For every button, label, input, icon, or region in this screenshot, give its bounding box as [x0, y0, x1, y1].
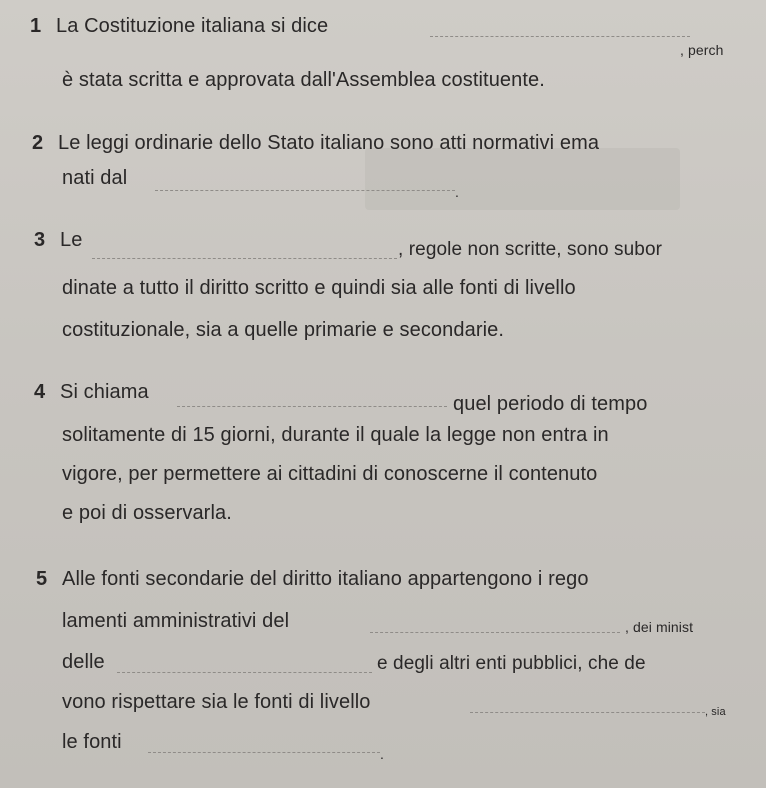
item-5-line-4: vono rispettare sia le fonti di livello [62, 691, 371, 713]
item-5-end: . [380, 746, 384, 762]
item-5-line-3: delle [62, 651, 105, 673]
answer-blank[interactable] [370, 632, 620, 634]
item-3-tail: , regole non scritte, sono subor [398, 239, 663, 260]
item-4-line-2: solitamente di 15 giorni, durante il quale la legge non entra in [62, 424, 609, 446]
item-1-line-1: 1 La Costituzione italiana si dice [30, 15, 329, 37]
item-number: 2 [32, 132, 44, 154]
item-4-tail: quel periodo di tempo [453, 393, 648, 415]
item-number: 3 [34, 229, 46, 251]
answer-blank[interactable] [155, 190, 455, 192]
item-4-line-1: 4 Si chiama [34, 381, 149, 403]
item-4-line-3: vigore, per permettere ai cittadini di conoscerne il contenuto [62, 463, 598, 485]
item-2-line-1: 2 Le leggi ordinarie dello Stato italiano sono atti normativi ema [32, 132, 600, 154]
item-3-line-1: 3 Le [34, 229, 83, 251]
answer-blank[interactable] [470, 712, 705, 714]
item-5-line-2: lamenti amministrativi del [62, 610, 290, 632]
item-5-line-5: le fonti [62, 731, 122, 753]
item-3-line-3: costituzionale, sia a quelle primarie e secondarie. [62, 319, 505, 341]
answer-blank[interactable] [430, 36, 690, 38]
item-5-tail-3: , sia [705, 706, 726, 718]
item-1-line-2: è stata scritta e approvata dall'Assemblea costituente. [62, 69, 545, 91]
item-5-tail-1: , dei minist [625, 619, 694, 635]
paper-shadow [365, 148, 680, 210]
item-2-end: . [455, 184, 459, 200]
answer-blank[interactable] [148, 752, 380, 754]
item-3-line-2: dinate a tutto il diritto scritto e quindi sia alle fonti di livello [62, 277, 576, 299]
item-number: 1 [30, 15, 42, 37]
answer-blank[interactable] [92, 258, 397, 260]
item-5-line-1: 5 Alle fonti secondarie del diritto italiano appartengono i rego [36, 568, 589, 590]
item-4-line-4: e poi di osservarla. [62, 502, 232, 524]
item-2-line-2: nati dal [62, 167, 128, 189]
item-number: 5 [36, 568, 48, 590]
item-1-tail: , perch [680, 42, 724, 58]
item-number: 4 [34, 381, 46, 403]
answer-blank[interactable] [177, 406, 447, 408]
item-5-tail-2: e degli altri enti pubblici, che de [377, 653, 646, 674]
answer-blank[interactable] [117, 672, 372, 674]
